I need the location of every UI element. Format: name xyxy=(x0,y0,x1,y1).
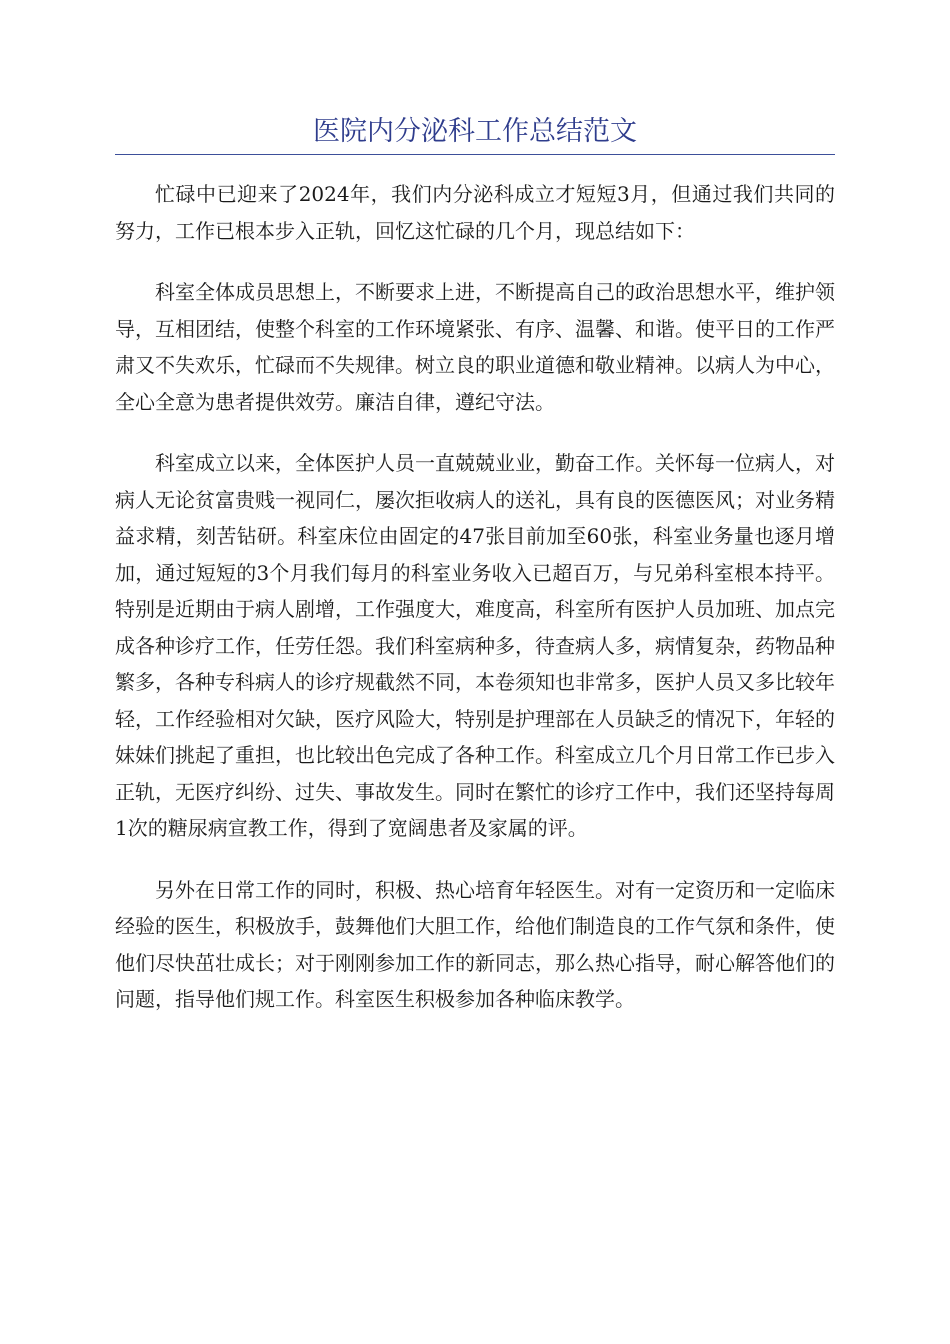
paragraph-4: 另外在日常工作的同时，积极、热心培育年轻医生。对有一定资历和一定临床经验的医生，积极放手，鼓舞他们大胆工作，给他们制造良的工作气氛和条件，使他们尽快茁壮成长；对于刚刚参加工作的新同志，那么热心指导，耐心解答他们的问题，指导他们规工作。科室医生积极参加各种临床教学。 xyxy=(115,877,835,1011)
title-underline xyxy=(115,154,835,155)
paragraph-2: 科室全体成员思想上，不断要求上进，不断提高自己的政治思想水平，维护领导，互相团结，使整个科室的工作环境紧张、有序、温馨、和谐。使平日的工作严肃又不失欢乐，忙碌而不失规律。树立良的职业道德和敬业精神。以病人为中心，全心全意为患者提供效劳。廉洁自律，遵纪守法。 xyxy=(115,280,835,414)
document-title: 医院内分泌科工作总结范文 xyxy=(313,116,637,147)
paragraph-3: 科室成立以来，全体医护人员一直兢兢业业，勤奋工作。关怀每一位病人，对病人无论贫富贵贱一视同仁，屡次拒收病人的送礼，具有良的医德医风；对业务精益求精，刻苦钻研。科室床位由固定的47张目前加至60张，科室业务量也逐月增加，通过短短的3个月我们每月的科室业务收入已超百万，与兄弟科室根本持平。特别是近期由于病人剧增，工作强度大，难度高，科室所有医护人员加班、加点完成各种诊疗工作，任劳任怨。我们科室病种多，待查病人多，病情复杂，药物品种繁多，各种专科病人的诊疗规截然不同，本卷须知也非常多，医护人员又多比较年轻，工作经验相对欠缺，医疗风险大，特别是护理部在人员缺乏的情况下，年轻的妹妹们挑起了重担，也比较出色完成了各种工作。科室成立几个月日常工作已步入正轨，无医疗纠纷、过失、事故发生。同时在繁忙的诊疗工作中，我们还坚持每周1次的糖尿病宣教工作，得到了宽阔患者及家属的评。 xyxy=(115,451,835,840)
paragraph-1: 忙碌中已迎来了2024年，我们内分泌科成立才短短3月，但通过我们共同的努力，工作已根本步入正轨，回忆这忙碌的几个月，现总结如下： xyxy=(115,182,835,243)
document-body xyxy=(115,176,835,1043)
